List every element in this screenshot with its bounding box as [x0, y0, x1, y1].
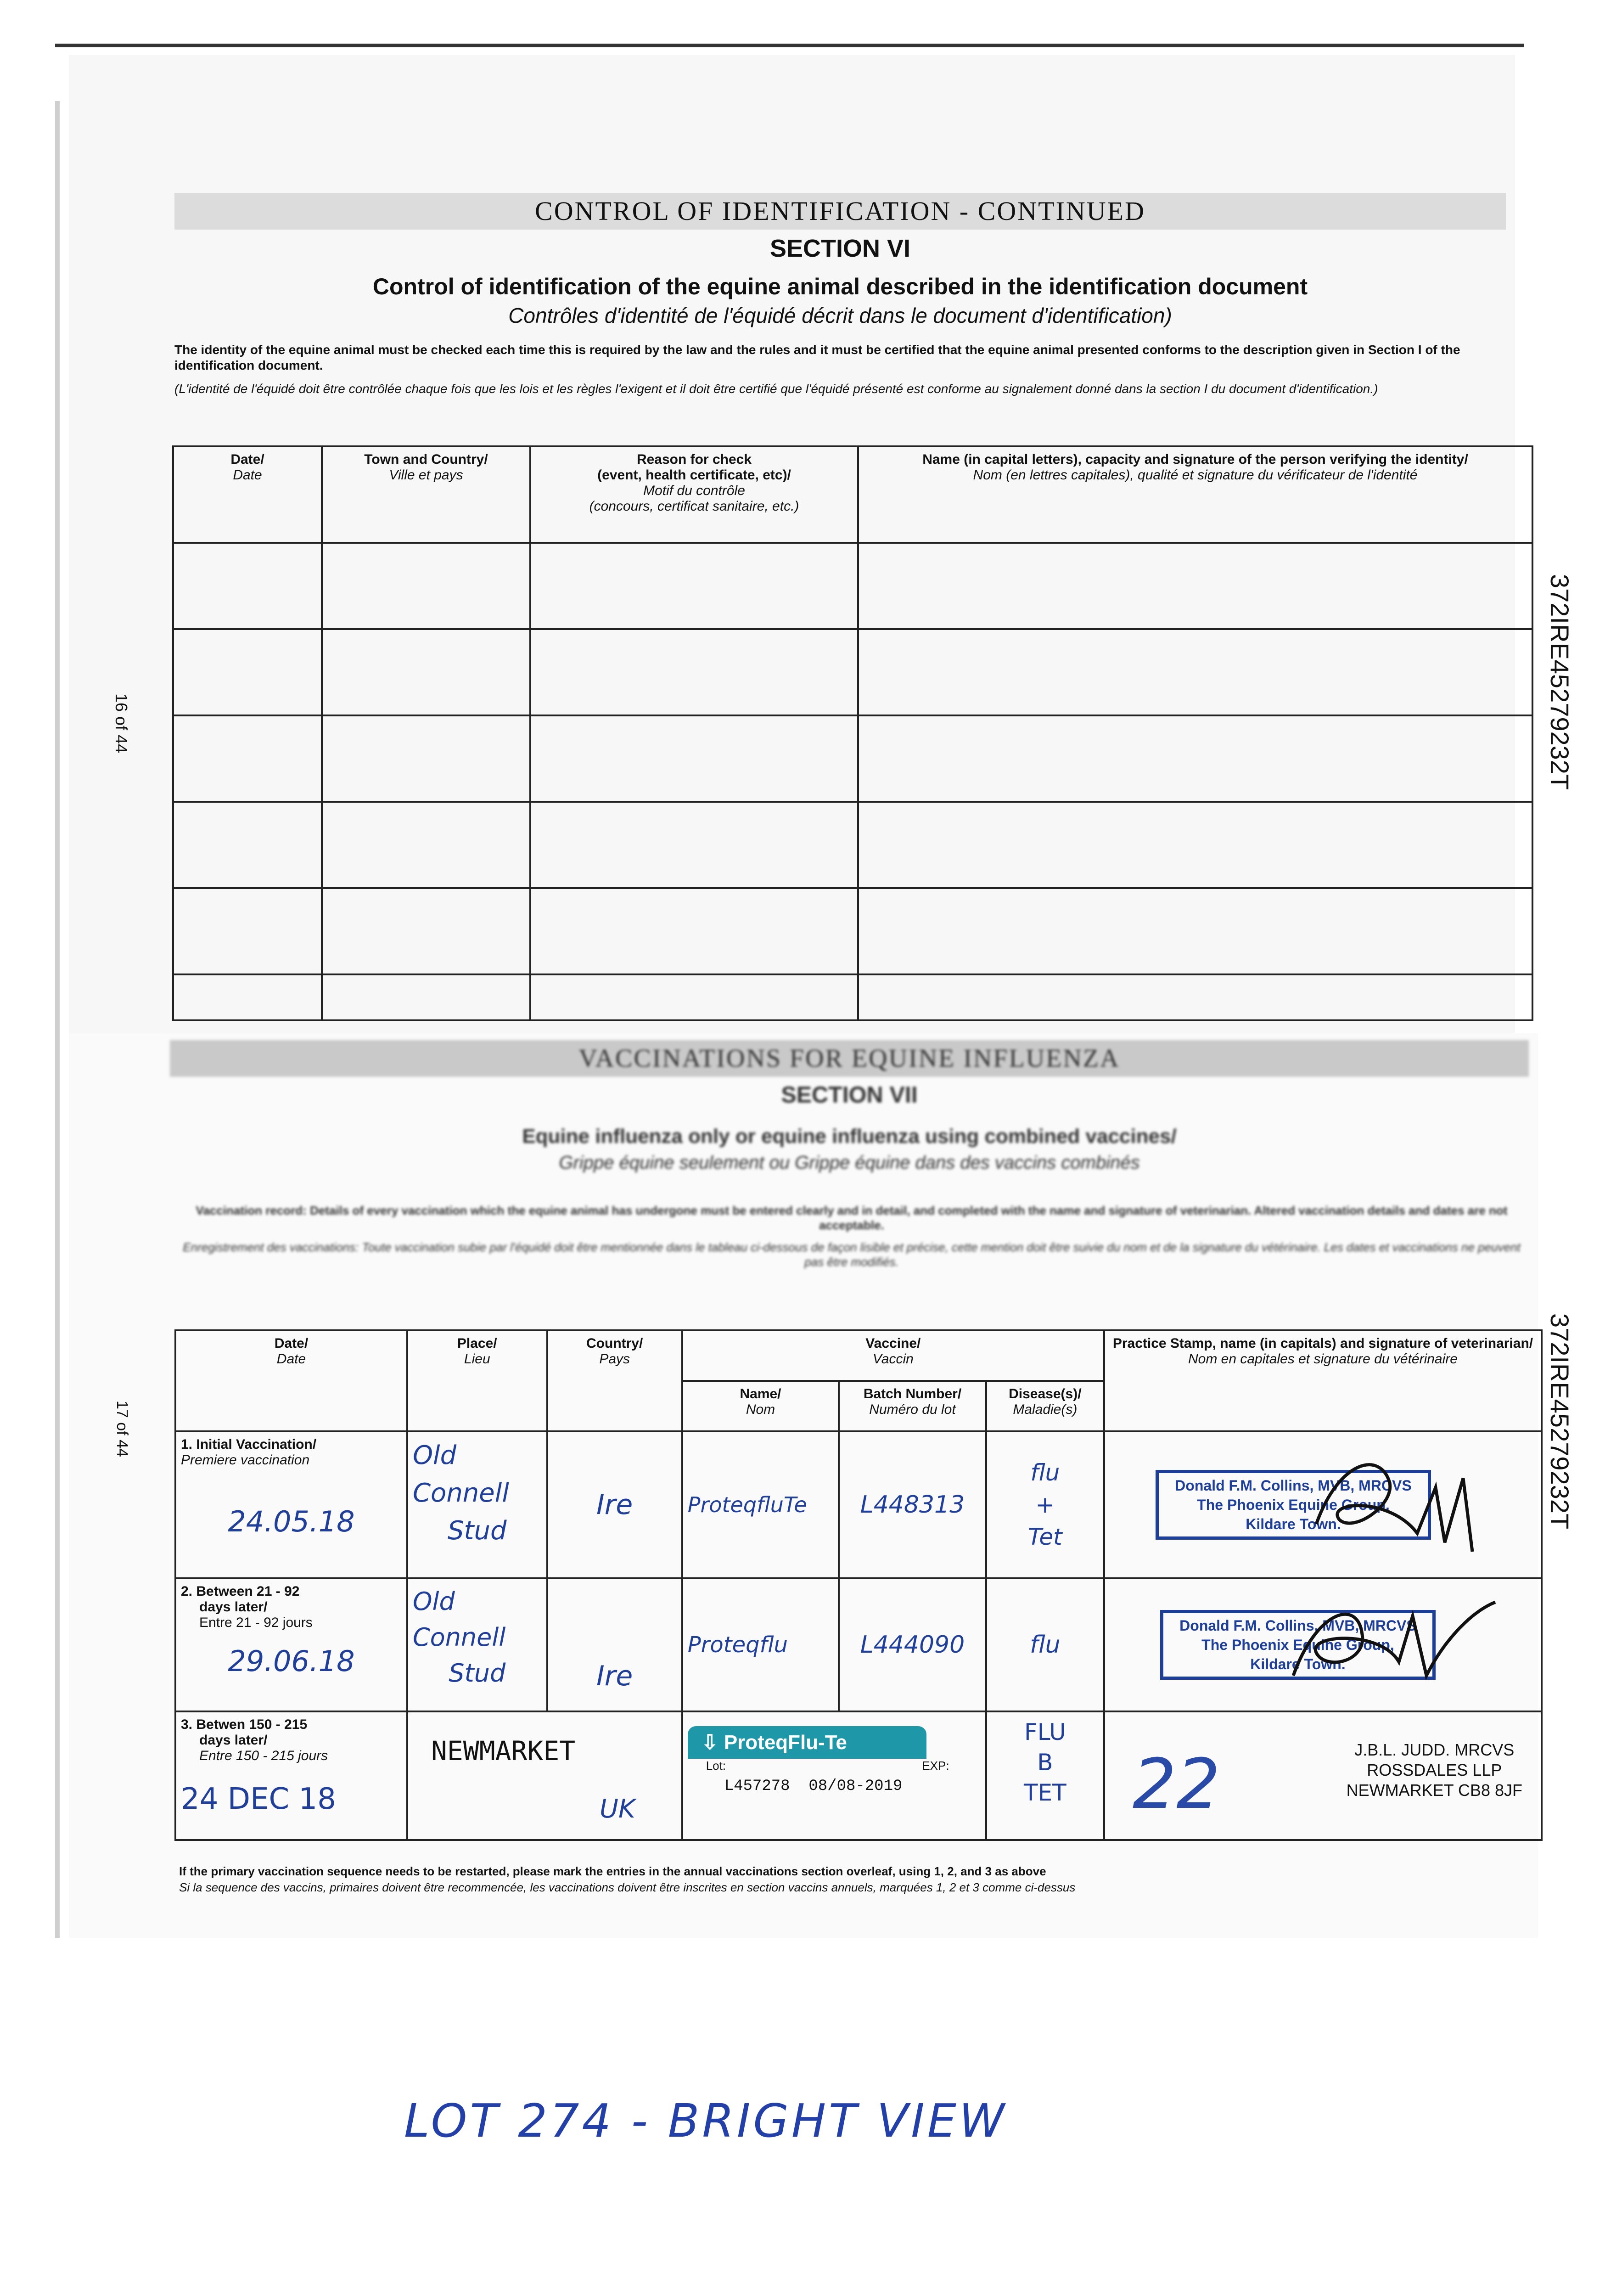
vax-row-1-date-cell: 1. Initial Vaccination/ Premiere vaccination 24.05.18	[175, 1431, 407, 1578]
vax-row-2-place: Old Connell Stud	[407, 1578, 547, 1711]
vet-stamp-2: Donald F.M. Collins, MVB, MRCVS The Phoenix Equine Group, Kildare Town.	[1160, 1610, 1436, 1680]
vax-row-1-date: 24.05.18	[228, 1505, 355, 1538]
vax-row-3-place-country	[407, 1711, 682, 1840]
vaccination-heading-en: Equine influenza only or equine influenza using combined vaccines/	[522, 1125, 1177, 1148]
vaccination-heading-fr: Grippe équine seulement ou Grippe équine dans des vaccins combinés	[559, 1153, 1140, 1173]
vaccination-row-2	[175, 1578, 1542, 1711]
intro-text-en: The identity of the equine animal must be checked each time this is required by the law and the rules and it must be certified that the equine animal presented conforms to the description given in Section I of the identification document.	[174, 343, 1460, 372]
section-heading-en: Control of identification of the equine animal described in the identification document	[372, 274, 1308, 299]
vet-stamp-3: J.B.L. JUDD. MRCVS ROSSDALES LLP NEWMARKET CB8 8JF	[1346, 1740, 1522, 1800]
handwritten-lot-note: LOT 274 - BRIGHT VIEW	[404, 2094, 1007, 2148]
vaccination-intro-en: Vaccination record: Details of every vaccination which the equine animal has undergone must be entered clearly and in detail, and completed with the name and signature of veterinarian. Altered vaccination details and dates are not acceptable.	[196, 1204, 1508, 1232]
vax-row-1-stamp-cell	[1104, 1431, 1542, 1578]
doc-id-bottom: 372IRE45279232T	[1545, 1313, 1574, 1530]
vax-row-1-country: Ire	[547, 1431, 682, 1578]
vax-col-disease: Disease(s)/ Maladie(s)	[986, 1381, 1104, 1431]
vax-row-3-vaccine-sticker-cell: ⇩ ProteqFlu-Te Lot: EXP: L457278 08/08-2019	[682, 1711, 986, 1840]
table-row	[173, 543, 1532, 629]
intro-text-fr: (L'identité de l'équidé doit être contrôlée chaque fois que les lois et les règles l'exigent et il doit être certifié que l'équidé présenté est conforme au signalement donné dans la section I du document d'identification.)	[174, 382, 1378, 396]
vax-col-place: Place/ Lieu	[407, 1330, 547, 1431]
section-banner-vaccinations: VACCINATIONS FOR EQUINE INFLUENZA	[170, 1040, 1529, 1077]
vet-signature-1	[1298, 1441, 1491, 1570]
table-row	[173, 629, 1532, 715]
vax-row-2-date-cell: 2. Between 21 - 92 days later/ Entre 21 - 92 jours 29.06.18	[175, 1578, 407, 1711]
vax-row-2-stamp-cell	[1104, 1578, 1542, 1711]
vet-stamp-1: Donald F.M. Collins, MVB, MRCVS The Phoenix Equine Group, Kildare Town.	[1156, 1470, 1431, 1540]
vet-signature-3: 22	[1132, 1745, 1220, 1824]
vax-row-2-country: Ire	[547, 1578, 682, 1711]
table-row	[173, 888, 1532, 974]
vax-row-1-disease: flu + Tet	[986, 1431, 1104, 1578]
vax-col-country: Country/ Pays	[547, 1330, 682, 1431]
scan-edge-left	[55, 101, 60, 1938]
col-date-header: Date/ Date	[173, 446, 322, 543]
identity-check-table	[172, 445, 1533, 1021]
section-title-vi: SECTION VI	[769, 235, 911, 262]
doc-id-top: 372IRE45279232T	[1545, 574, 1574, 790]
page-number-17: 17 of 44	[113, 1401, 131, 1457]
download-arrow-icon: ⇩	[701, 1731, 724, 1754]
section-heading-fr: Contrôles d'identité de l'équidé décrit dans le document d'identification)	[508, 304, 1172, 327]
col-town-header: Town and Country/ Ville et pays	[322, 446, 530, 543]
vax-row-1-batch: L448313	[839, 1431, 986, 1578]
vax-row-3-place: NEWMARKET	[431, 1735, 576, 1767]
vax-row-2-date: 29.06.18	[228, 1644, 355, 1678]
vaccine-lot-exp: L457278 08/08-2019	[724, 1778, 903, 1795]
scan-edge-top	[55, 44, 1524, 47]
vax-col-stamp: Practice Stamp, name (in capitals) and signature of veterinarian/ Nom en capitales et signature du vétérinaire	[1104, 1330, 1542, 1431]
footnote-fr: Si la sequence des vaccins, primaires doivent être recommencée, les vaccinations doivent être inscrites en section vaccins annuels, marquées 1, 2 et 3 comme ci-dessus	[179, 1880, 1076, 1894]
vaccination-table	[174, 1329, 1543, 1841]
vaccination-row-3	[175, 1711, 1542, 1840]
vaccination-intro-fr: Enregistrement des vaccinations: Toute vaccination subie par l'équidé doit être mentionnée dans le tableau ci-dessous de façon lisible et précise, cette mention doit être suivie du nom et de la signature du vétérinaire. Les dates et vaccinations ne peuvent pas être modifiés.	[183, 1240, 1521, 1269]
vax-row-3-disease: FLU B TET	[986, 1711, 1104, 1840]
page-number-16: 16 of 44	[112, 693, 131, 754]
vaccine-sticker-brand: ⇩ ProteqFlu-Te	[688, 1726, 926, 1759]
vax-row-2-vaccine: Proteqflu	[682, 1578, 839, 1711]
col-reason-header: Reason for check (event, health certificate, etc)/ Motif du contrôle (concours, certificat sanitaire, etc.)	[530, 446, 858, 543]
vax-col-name: Name/ Nom	[682, 1381, 839, 1431]
vaccination-row-1	[175, 1431, 1542, 1578]
table-row	[173, 974, 1532, 1020]
vax-col-vaccine: Vaccine/ Vaccin	[682, 1330, 1104, 1381]
vax-row-3-date: 24 DEC 18	[181, 1782, 336, 1816]
table-row	[173, 715, 1532, 802]
vax-row-2-disease: flu	[986, 1578, 1104, 1711]
vax-row-2-batch: L444090	[839, 1578, 986, 1711]
vax-col-date: Date/ Date	[175, 1330, 407, 1431]
section-title-vii: SECTION VII	[781, 1082, 918, 1108]
vax-col-batch: Batch Number/ Numéro du lot	[839, 1381, 986, 1431]
vax-row-3-country: UK	[600, 1794, 635, 1824]
footnote-en: If the primary vaccination sequence needs to be restarted, please mark the entries in the annual vaccinations section overleaf, using 1, 2, and 3 as above	[179, 1864, 1046, 1878]
table-row	[173, 802, 1532, 888]
vax-row-3-date-cell: 3. Betwen 150 - 215 days later/ Entre 150 - 215 jours 24 DEC 18	[175, 1711, 407, 1840]
vax-row-1-vaccine: ProteqfluTe	[682, 1431, 839, 1578]
section-banner-top: CONTROL OF IDENTIFICATION - CONTINUED	[174, 193, 1506, 230]
vet-signature-2	[1280, 1584, 1500, 1703]
vax-row-1-place: Old Connell Stud	[407, 1431, 547, 1578]
vax-row-3-stamp-cell	[1104, 1711, 1542, 1840]
col-name-header: Name (in capital letters), capacity and signature of the person verifying the identity/ Nom (en lettres capitales), qualité et signature du vérificateur de l'identité	[858, 446, 1532, 543]
